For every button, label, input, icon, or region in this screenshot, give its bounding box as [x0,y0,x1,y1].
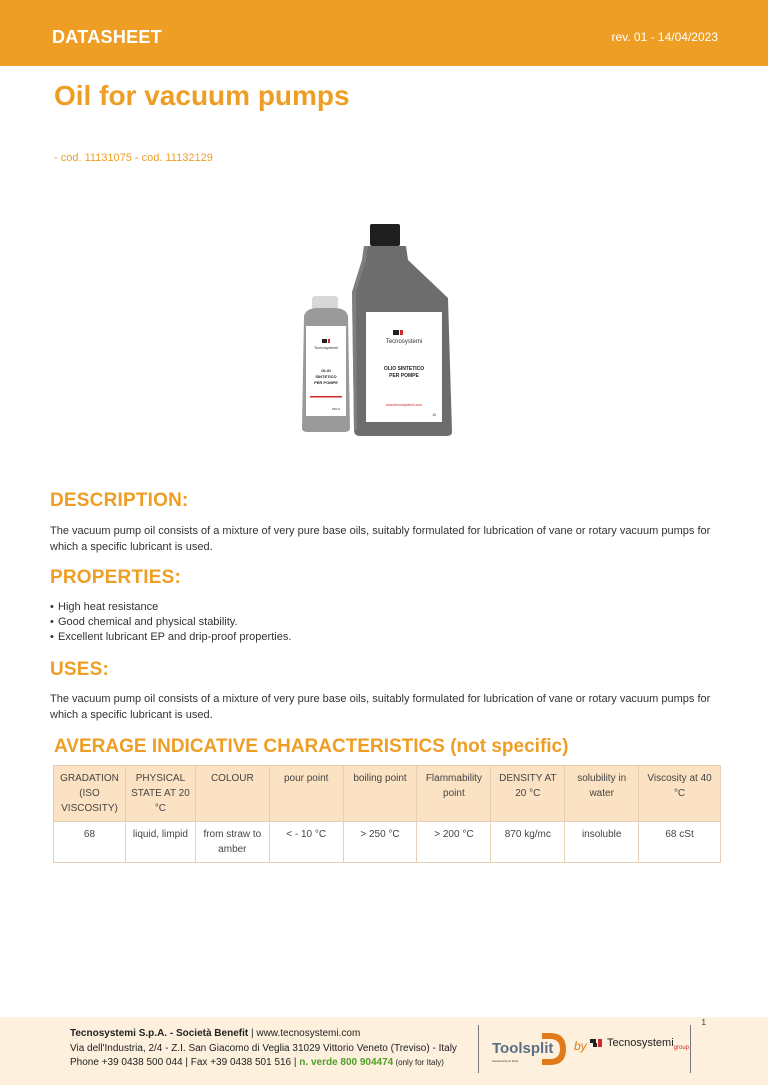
table-cell: insoluble [565,822,639,863]
footer-divider [478,1025,479,1073]
toll-free-number: n. verde 800 904474 [299,1057,394,1068]
column-header: COLOUR [195,766,269,822]
large-bottle-text-2: PER POMPE [389,373,419,379]
svg-text:SINTETICO: SINTETICO [315,374,337,379]
large-bottle-text-1: OLIO SINTETICO [383,366,425,372]
property-item: • High heat resistance [50,600,291,615]
uses-text: The vacuum pump oil consists of a mixture of very pure base oils, suitably formulated for lubrication of vane or rotary vacuum pumps for which a specific lubricant is used. [50,693,711,721]
product-codes: - cod. 11131075 - cod. 11132129 [54,152,213,164]
table-cell: > 250 °C [343,822,417,863]
toolsplit-logo-text: Toolsplit [492,1040,554,1057]
table-cell: > 200 °C [417,822,491,863]
page-number: 1 [701,1018,706,1027]
table-cell: from straw to amber [195,822,269,863]
toll-free-note: (only for Italy) [393,1058,444,1067]
company-website[interactable]: | www.tecnosystemi.com [248,1028,361,1039]
characteristics-table [53,765,721,863]
revision-date: rev. 01 - 14/04/2023 [611,30,718,44]
header-bar [0,0,768,66]
table-cell: 68 cSt [639,822,721,863]
column-header: GRADATION (ISO VISCOSITY) [54,766,126,822]
description-heading: DESCRIPTION: [50,490,189,511]
page-title: Oil for vacuum pumps [54,80,350,111]
datasheet-label: DATASHEET [52,27,163,47]
table-header-row [54,766,721,822]
property-item: • Good chemical and physical stability. [50,615,291,630]
table-cell: 68 [54,822,126,863]
large-bottle-url: www.tecnosystemi.com [385,403,423,407]
footer [0,1017,768,1085]
table-cell: liquid, limpid [125,822,195,863]
product-image [296,220,456,440]
column-header: PHYSICAL STATE AT 20 °C [125,766,195,822]
company-address [70,1027,457,1071]
large-bottle-cap [370,224,400,246]
large-bottle-brand: Tecnosystemi [385,339,423,345]
company-name: Tecnosystemi S.p.A. - Società Benefit [70,1028,249,1039]
phone-fax: Phone +39 0438 500 044 | Fax +39 0438 501 516 | [70,1057,300,1068]
toolsplit-logo-sub: Instruments & Tools [492,1059,519,1063]
characteristics-heading: AVERAGE INDICATIVE CHARACTERISTICS (not specific) [54,736,569,757]
tecnosystemi-logo-sub: group [673,1045,689,1052]
logo-by-text: by [574,1039,587,1053]
small-can-volume: 250ml [331,407,341,411]
column-header: solubility in water [565,766,639,822]
properties-heading: PROPERTIES: [50,567,181,588]
column-header: DENSITY AT 20 °C [491,766,565,822]
svg-text:PER POMPE: PER POMPE [314,380,338,385]
property-item: • Excellent lubricant EP and drip-proof properties. [50,630,291,645]
tecnosystemi-logo [590,1037,689,1051]
properties-list [50,600,291,645]
table-cell: < - 10 °C [269,822,343,863]
svg-text:OLIO: OLIO [321,368,331,373]
tecnosystemi-logo-icon [590,1038,604,1048]
description-text: The vacuum pump oil consists of a mixture of very pure base oils, suitably formulated for lubrication of vane or rotary vacuum pumps for which a specific lubricant is used. [50,525,711,553]
large-bottle-volume: 1lt [432,413,436,417]
column-header: Flammability point [417,766,491,822]
tecnosystemi-logo-text: Tecnosystemi [607,1037,674,1049]
column-header: boiling point [343,766,417,822]
small-can-cap [312,296,338,310]
toolsplit-logo [490,1029,570,1071]
street-address: Via dell'Industria, 2/4 - Z.I. San Giacomo di Veglia 31029 Vittorio Veneto (Treviso) - Italy [70,1042,457,1054]
column-header: pour point [269,766,343,822]
table-row [54,822,721,863]
small-can-brand: Tecnosystemi [313,345,339,350]
column-header: Viscosity at 40 °C [639,766,721,822]
table-cell: 870 kg/mc [491,822,565,863]
footer-divider [690,1025,691,1073]
uses-heading: USES: [50,659,110,680]
